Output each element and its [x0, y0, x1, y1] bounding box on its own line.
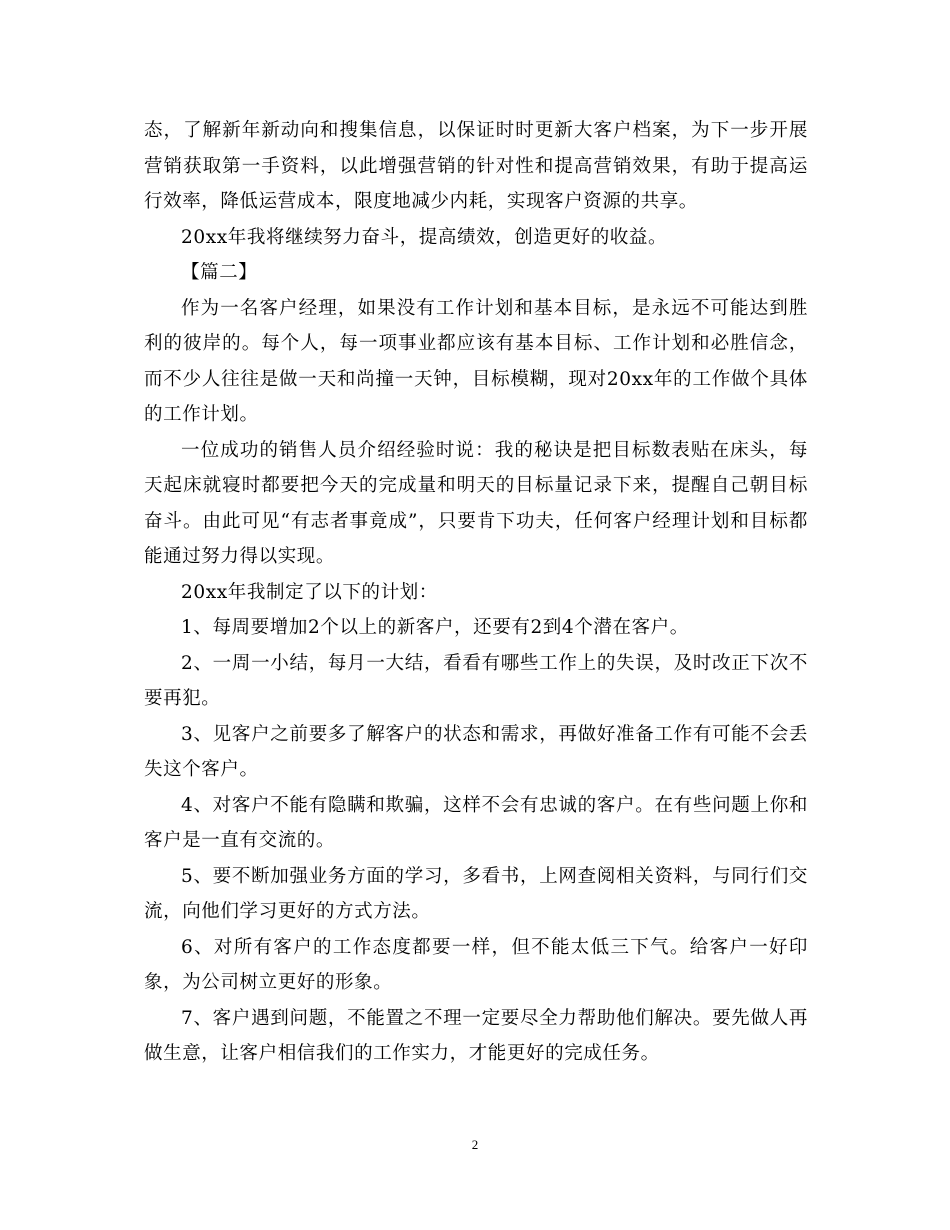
- list-item-2: 2、一周一小结，每月一大结，看看有哪些工作上的失误，及时改正下次不要再犯。: [144, 652, 808, 709]
- list-item-3: 3、见客户之前要多了解客户的状态和需求，再做好准备工作有可能不会丢失这个客户。: [144, 723, 808, 780]
- list-item-4: 4、对客户不能有隐瞒和欺骗，这样不会有忠诚的客户。在有些问题上你和客户是一直有交流的。: [144, 794, 808, 851]
- paragraph-plan-lead: 20xx年我制定了以下的计划：: [181, 581, 438, 603]
- page-number: 2: [471, 1137, 479, 1152]
- list-item-1: 1、每周要增加2个以上的新客户，还要有2到4个潜在客户。: [181, 617, 689, 638]
- list-item-5: 5、要不断加强业务方面的学习，多看书，上网查阅相关资料，与同行们交流，向他们学习更好的方式方法。: [144, 865, 808, 922]
- list-item-6: 6、对所有客户的工作态度都要一样，但不能太低三下气。给客户一好印象，为公司树立更好的形象。: [144, 936, 808, 993]
- paragraph-intro: 作为一名客户经理，如果没有工作计划和基本目标，是永远不可能达到胜利的彼岸的。每个人，每一项事业都应该有基本目标、工作计划和必胜信念，而不少人往往是做一天和尚撞一天钟，目标模糊，现对20xx年的工作做个具体的工作计划。: [144, 297, 808, 425]
- section-heading: 【篇二】: [181, 262, 258, 283]
- paragraph-anecdote: 一位成功的销售人员介绍经验时说：我的秘诀是把目标数表贴在床头，每天起床就寝时都要把今天的完成量和明天的目标量记录下来，提醒自己朝目标奋斗。由此可见“有志者事竟成”，只要肯下功夫，任何客户经理计划和目标都能通过努力得以实现。: [144, 439, 808, 567]
- list-item-7: 7、客户遇到问题，不能置之不理一定要尽全力帮助他们解决。要先做人再做生意，让客户相信我们的工作实力，才能更好的完成任务。: [144, 1007, 808, 1064]
- paragraph-closing-statement: 20xx年我将继续努力奋斗，提高绩效，创造更好的收益。: [181, 226, 668, 248]
- paragraph-continuation: 态，了解新年新动向和搜集信息，以保证时时更新大客户档案，为下一步开展营销获取第一手资料，以此增强营销的针对性和提高营销效果，有助于提高运行效率，降低运营成本，限度地减少内耗，实现客户资源的共享。: [144, 120, 808, 212]
- document-body: [144, 113, 808, 1072]
